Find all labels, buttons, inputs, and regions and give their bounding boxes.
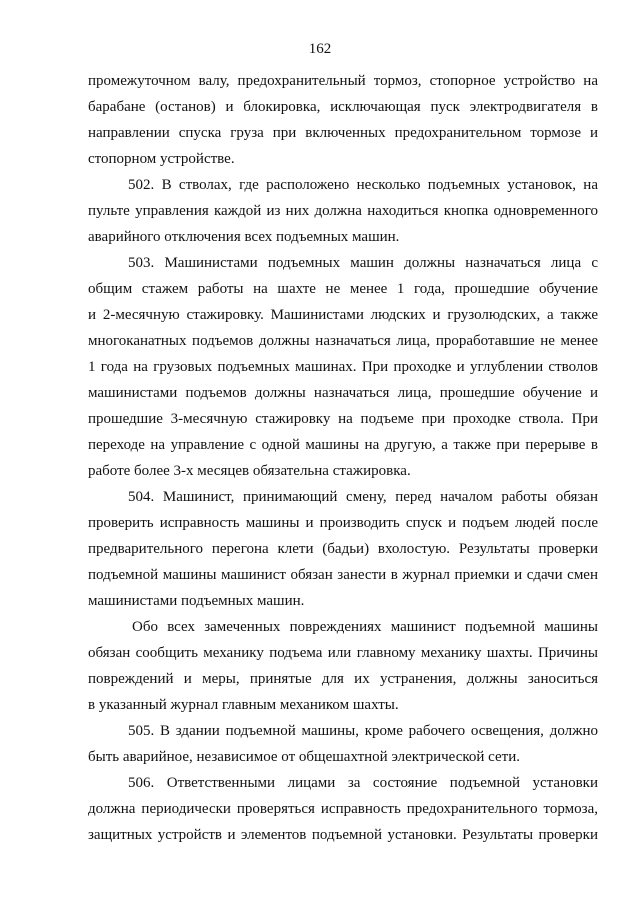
paragraph-503-start: 503. Машинистами подъемных машин должны назначаться лица с <box>128 255 598 271</box>
paragraph-502-start: 502. В стволах, где расположено несколько подъемных установок, на <box>128 177 598 193</box>
text-line: повреждений и меры, принятые для их устранения, должны заноситься <box>88 671 598 687</box>
text-line: аварийного отключения всех подъемных машин. <box>88 229 400 245</box>
text-line: быть аварийное, независимое от общешахтной электрической сети. <box>88 749 520 765</box>
text-line: в указанный журнал главным механиком шахты. <box>88 697 399 713</box>
text-line: машинистами подъемных машин. <box>88 593 305 609</box>
text-line: защитных устройств и элементов подъемной установки. Результаты проверки <box>88 827 598 843</box>
page-number: 162 <box>308 41 332 57</box>
paragraph-504-start: 504. Машинист, принимающий смену, перед началом работы обязан <box>128 489 598 505</box>
text-line: работе более 3-х месяцев обязательна стажировка. <box>88 463 411 479</box>
paragraph-506-start: 506. Ответственными лицами за состояние подъемной установки <box>128 775 598 791</box>
text-line: направлении спуска груза при включенных предохранительном тормозе и <box>88 125 598 141</box>
text-line: обязан сообщить механику подъема или главному механику шахты. Причины <box>88 645 598 661</box>
text-line: переходе на управление с одной машины на другую, а также при перерыве в <box>88 437 598 453</box>
text-line: прошедшие 3-месячную стажировку на подъеме при проходке ствола. При <box>88 411 598 427</box>
text-line: машинистами подъемов должны назначаться лица, прошедшие обучение и <box>88 385 598 401</box>
text-line: промежуточном валу, предохранительный тормоз, стопорное устройство на <box>88 73 598 89</box>
paragraph-damage-report-start: Обо всех замеченных повреждениях машинист подъемной машины <box>132 619 598 635</box>
text-line: предварительного перегона клети (бадьи) вхолостую. Результаты проверки <box>88 541 598 557</box>
text-line: общим стажем работы на шахте не менее 1 года, прошедшие обучение <box>88 281 598 297</box>
paragraph-505-start: 505. В здании подъемной машины, кроме рабочего освещения, должно <box>128 723 598 739</box>
text-line: стопорном устройстве. <box>88 151 235 167</box>
text-line: многоканатных подъемов должны назначаться лица, проработавшие не менее <box>88 333 598 349</box>
text-line: проверить исправность машины и производить спуск и подъем людей после <box>88 515 598 531</box>
text-line: пульте управления каждой из них должна находиться кнопка одновременного <box>88 203 598 219</box>
text-line: и 2-месячную стажировку. Машинистами людских и грузолюдских, а также <box>88 307 598 323</box>
text-line: 1 года на грузовых подъемных машинах. При проходке и углублении стволов <box>88 359 598 375</box>
text-line: должна периодически проверяться исправность предохранительного тормоза, <box>88 801 598 817</box>
text-line: подъемной машины машинист обязан занести в журнал приемки и сдачи смен <box>88 567 598 583</box>
text-line: барабане (останов) и блокировка, исключающая пуск электродвигателя в <box>88 99 598 115</box>
body-text <box>88 68 598 848</box>
